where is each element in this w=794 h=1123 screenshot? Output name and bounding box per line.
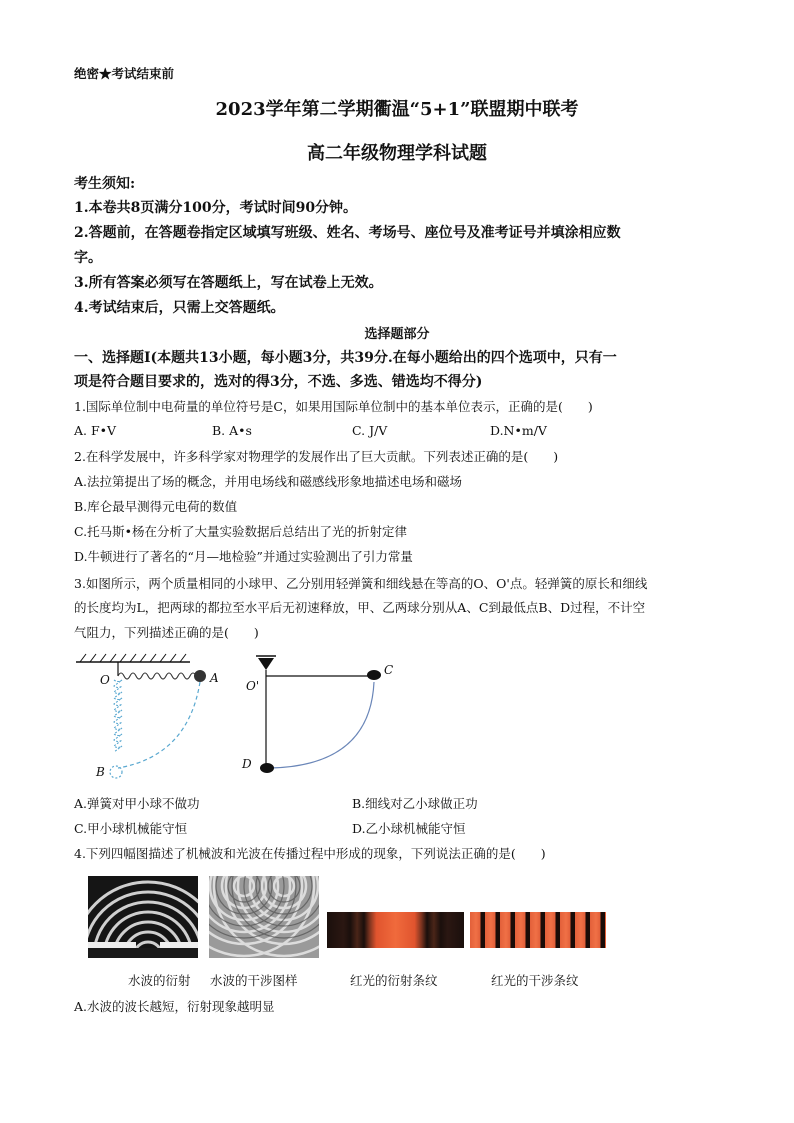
- question-2-stem: 2.在科学发展中，许多科学家对物理学的发展作出了巨大贡献。下列表述正确的是( ): [74, 449, 559, 464]
- q1-option-b: B. A•s: [212, 423, 252, 438]
- question-4-stem: 4.下列四幅图描述了机械波和光波在传播过程中形成的现象，下列说法正确的是( ): [74, 846, 546, 861]
- q2-option-b: B.库仑最早测得元电荷的数值: [74, 499, 238, 514]
- q2-option-a: A.法拉第提出了场的概念，并用电场线和磁感线形象地描述电场和磁场: [74, 474, 463, 489]
- q1-option-a: A. F•V: [74, 423, 117, 438]
- q2-option-d: D.牛顿进行了著名的“月—地检验”并通过实验测出了引力常量: [74, 549, 413, 564]
- exam-title: 2023学年第二学期衢温“5+1”联盟期中联考: [215, 99, 579, 120]
- spring-pendulum-figure: [70, 646, 410, 786]
- q1-option-c: C. J/V: [352, 423, 388, 438]
- water-diffraction-image: [88, 876, 198, 958]
- notice-item: 4.考试结束后，只需上交答题纸。: [74, 300, 285, 316]
- question-3-stem: 气阻力，下列描述正确的是( ): [74, 625, 259, 640]
- secret-label: 绝密★考试结束前: [74, 66, 175, 81]
- q4-option-a: A.水波的波长越短，衍射现象越明显: [74, 999, 275, 1014]
- question-3-stem: 3.如图所示，两个质量相同的小球甲、乙分别用轻弹簧和细线悬在等高的O、O'点。轻弹簧的原长和细线: [74, 576, 648, 591]
- q3-option-d: D.乙小球机械能守恒: [352, 821, 466, 836]
- q3-option-b: B.细线对乙小球做正功: [352, 796, 478, 811]
- label-a: A: [210, 671, 219, 685]
- caption-water-interference: 水波的干涉图样: [210, 973, 298, 988]
- exam-subtitle: 高二年级物理学科试题: [307, 143, 487, 164]
- section-intro: 项是符合题目要求的，选对的得3分，不选、多选、错选均不得分): [74, 374, 483, 390]
- label-b: B: [96, 765, 105, 779]
- section-intro: 一、选择题Ⅰ(本题共13小题，每小题3分，共39分.在每小题给出的四个选项中，只有一: [74, 350, 617, 366]
- notice-heading: 考生须知:: [74, 176, 136, 192]
- notice-item: 字。: [74, 250, 102, 266]
- q2-option-c: C.托马斯•杨在分析了大量实验数据后总结出了光的折射定律: [74, 524, 407, 539]
- label-o: O: [100, 673, 110, 687]
- label-d: D: [242, 757, 252, 771]
- question-1-stem: 1.国际单位制中电荷量的单位符号是C，如果用国际单位制中的基本单位表示，正确的是( ): [74, 399, 593, 414]
- caption-red-diffraction: 红光的衍射条纹: [350, 973, 438, 988]
- q3-option-c: C.甲小球机械能守恒: [74, 821, 188, 836]
- red-diffraction-image: [327, 912, 464, 948]
- water-interference-image: [209, 876, 319, 958]
- notice-item: 2.答题前，在答题卷指定区域填写班级、姓名、考场号、座位号及准考证号并填涂相应数: [74, 225, 621, 241]
- section-title: 选择题部分: [364, 327, 430, 342]
- label-o-prime: O': [246, 679, 260, 693]
- q3-option-a: A.弹簧对甲小球不做功: [74, 796, 200, 811]
- caption-red-interference: 红光的干涉条纹: [491, 973, 579, 988]
- q1-option-d: D.N•m/V: [490, 423, 547, 438]
- question-3-stem: 的长度均为L，把两球的都拉至水平后无初速释放，甲、乙两球分别从A、C到最低点B、D过程，不计空: [74, 600, 646, 615]
- caption-water-diffraction: 水波的衍射: [128, 973, 191, 988]
- notice-item: 1.本卷共8页满分100分，考试时间90分钟。: [74, 200, 358, 216]
- notice-item: 3.所有答案必须写在答题纸上，写在试卷上无效。: [74, 275, 383, 291]
- red-interference-image: [470, 912, 606, 948]
- label-c: C: [384, 663, 394, 677]
